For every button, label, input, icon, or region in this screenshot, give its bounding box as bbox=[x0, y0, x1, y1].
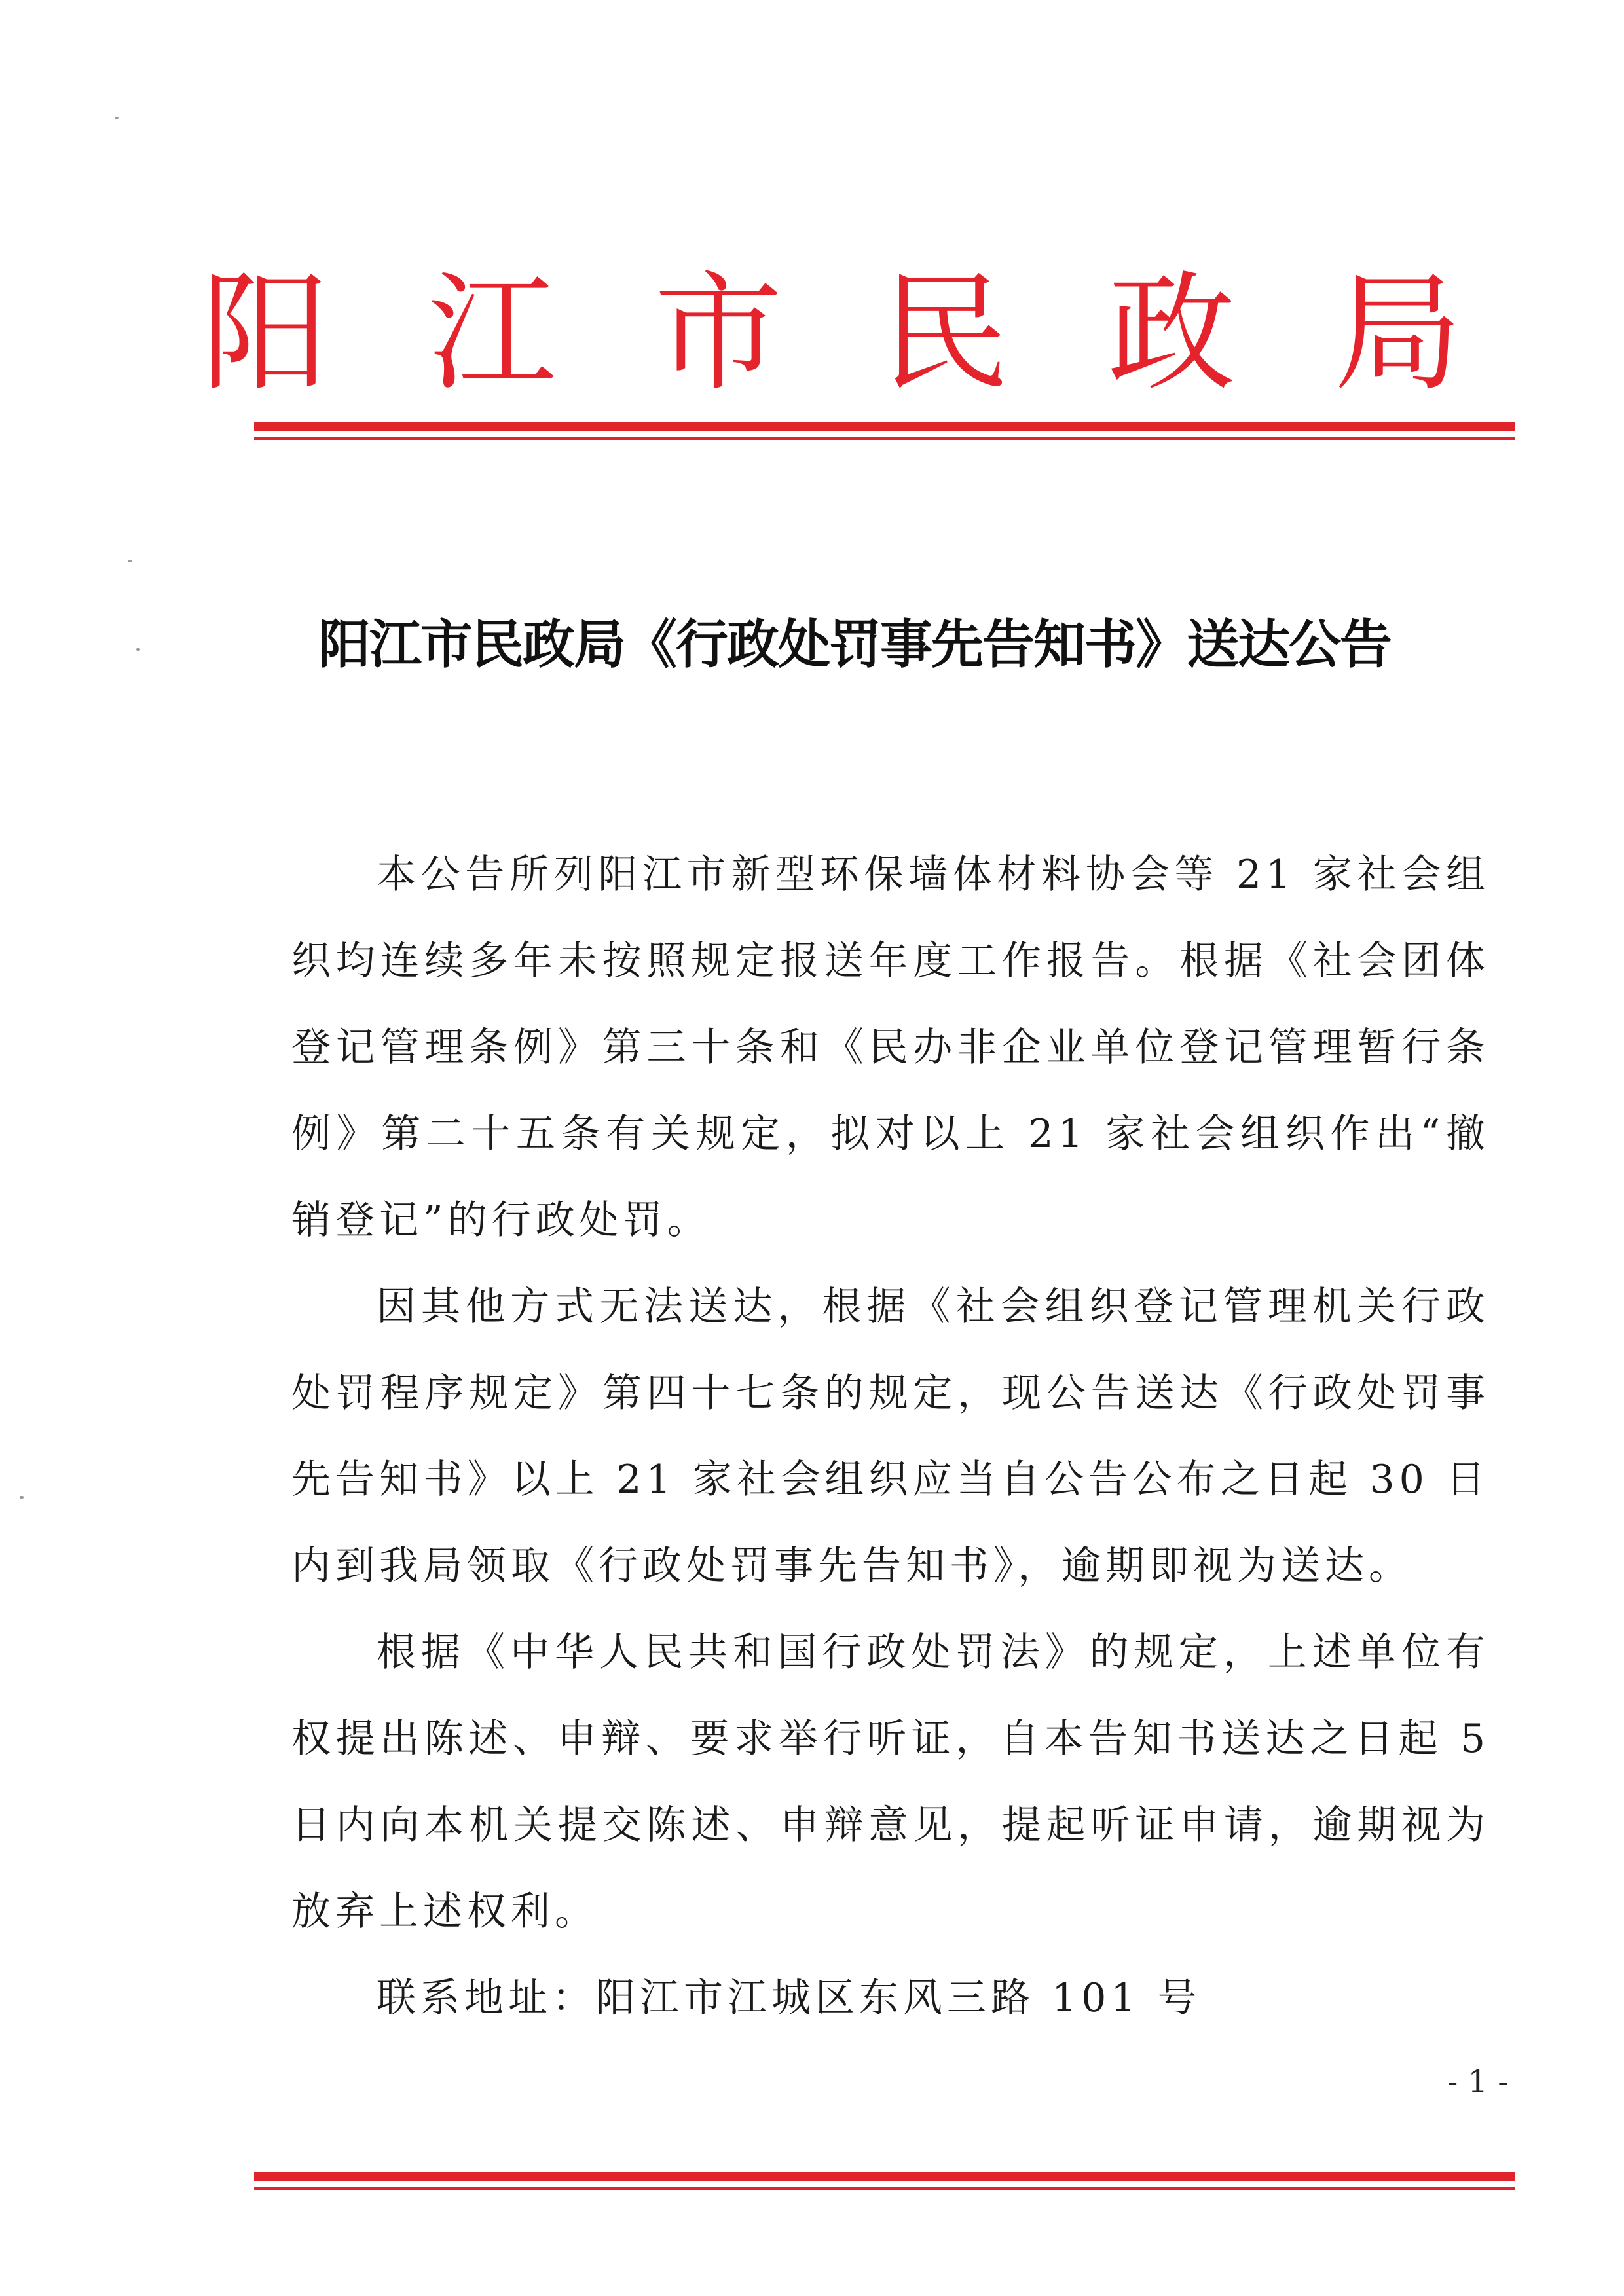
letterhead-char: 江 bbox=[427, 259, 556, 409]
scan-speck bbox=[20, 1496, 24, 1499]
document-body bbox=[291, 831, 1490, 2041]
letterhead-char: 政 bbox=[1107, 259, 1236, 409]
document-title: 阳江市民政局《行政处罚事先告知书》送达公告 bbox=[318, 614, 1391, 675]
letterhead-char: 民 bbox=[881, 259, 1010, 409]
paragraph-rights: 根据《中华人民共和国行政处罚法》的规定，上述单位有权提出陈述、申辩、要求举行听证，自本告知书送达之日起 5 日内向本机关提交陈述、申辩意见，提起听证申请，逾期视为放弃上述权利。 bbox=[291, 1630, 1490, 1935]
letterhead-char: 阳 bbox=[200, 259, 329, 409]
paragraph-service: 因其他方式无法送达，根据《社会组织登记管理机关行政处罚程序规定》第四十七条的规定，现公告送达《行政处罚事先告知书》以上 21 家社会组织应当自公告公布之日起 30 日内到我局领取《行政处罚事先告知书》，逾期即视为送达。 bbox=[291, 1284, 1490, 1589]
scan-speck bbox=[115, 117, 119, 119]
page-number: - 1 - bbox=[1447, 2064, 1509, 2100]
letterhead-char: 市 bbox=[654, 259, 783, 409]
letterhead-org-name bbox=[0, 259, 1624, 409]
scan-speck bbox=[136, 648, 140, 651]
letterhead-divider bbox=[254, 422, 1515, 440]
paragraph-address: 联系地址：阳江市江城区东风三路 101 号 bbox=[377, 1975, 1202, 2021]
paragraph-notice: 本公告所列阳江市新型环保墙体材料协会等 21 家社会组织均连续多年未按照规定报送年度工作报告。根据《社会团体登记管理条例》第三十条和《民办非企业单位登记管理暂行条例》第二十五条有关规定，拟对以上 21 家社会组织作出“撤销登记”的行政处罚。 bbox=[291, 852, 1490, 1243]
letterhead-char: 局 bbox=[1334, 259, 1463, 409]
scan-speck bbox=[128, 560, 132, 562]
footer-divider bbox=[254, 2172, 1515, 2190]
